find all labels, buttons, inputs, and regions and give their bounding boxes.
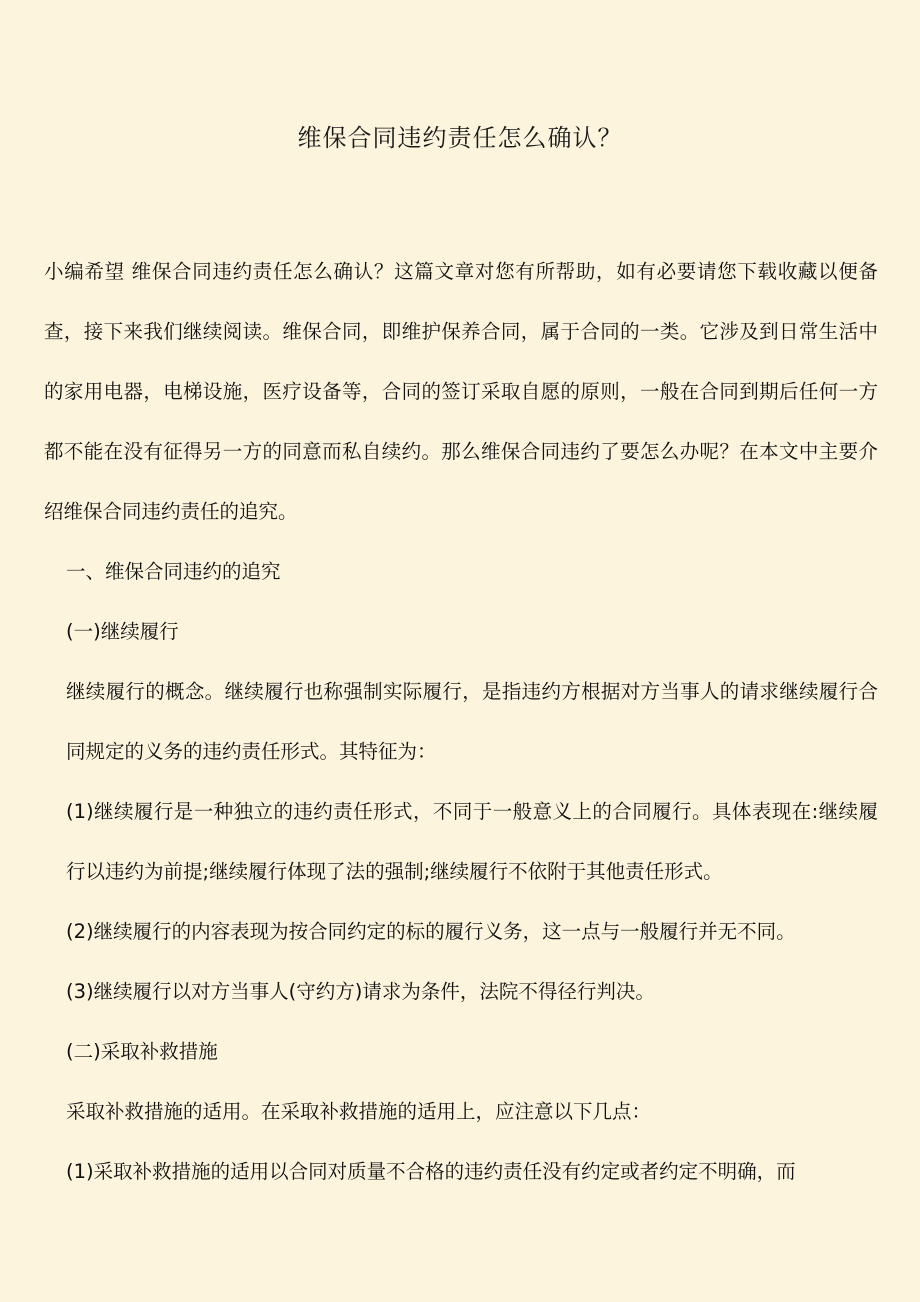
paragraph-continue-performance-concept: 继续履行的概念。继续履行也称强制实际履行，是指违约方根据对方当事人的请求继续履行合同规定的义务的违约责任形式。其特征为： <box>66 680 878 763</box>
paragraph-remedial-application: 采取补救措施的适用。在采取补救措施的适用上，应注意以下几点： <box>66 1100 652 1123</box>
paragraph-feature-1: (1)继续履行是一种独立的违约责任形式，不同于一般意义上的合同履行。具体表现在:继续履行以违约为前提;继续履行体现了法的强制;继续履行不依附于其他责任形式。 <box>66 800 878 883</box>
paragraph-remedial-point-1: (1)采取补救措施的适用以合同对质量不合格的违约责任没有约定或者约定不明确，而 <box>66 1160 796 1183</box>
paragraph-feature-2: (2)继续履行的内容表现为按合同约定的标的履行义务，这一点与一般履行并无不同。 <box>66 920 796 943</box>
paragraph-feature-3: (3)继续履行以对方当事人(守约方)请求为条件，法院不得径行判决。 <box>66 980 655 1003</box>
section-heading-1: 一、维保合同违约的追究 <box>66 560 281 583</box>
document-body <box>44 242 878 1202</box>
intro-paragraph: 小编希望 维保合同违约责任怎么确认？这篇文章对您有所帮助，如有必要请您下载收藏以便备查，接下来我们继续阅读。维保合同，即维护保养合同，属于合同的一类。它涉及到日常生活中的家用电器，电梯设施，医疗设备等，合同的签订采取自愿的原则，一般在合同到期后任何一方都不能在没有征得另一方的同意而私自续约。那么维保合同违约了要怎么办呢？在本文中主要介绍维保合同违约责任的追究。 <box>44 260 878 523</box>
subsection-heading-continue-performance: (一)继续履行 <box>66 620 179 643</box>
document-title: 维保合同违约责任怎么确认？ <box>297 124 623 152</box>
subsection-heading-remedial-measures: (二)采取补救措施 <box>66 1040 218 1063</box>
